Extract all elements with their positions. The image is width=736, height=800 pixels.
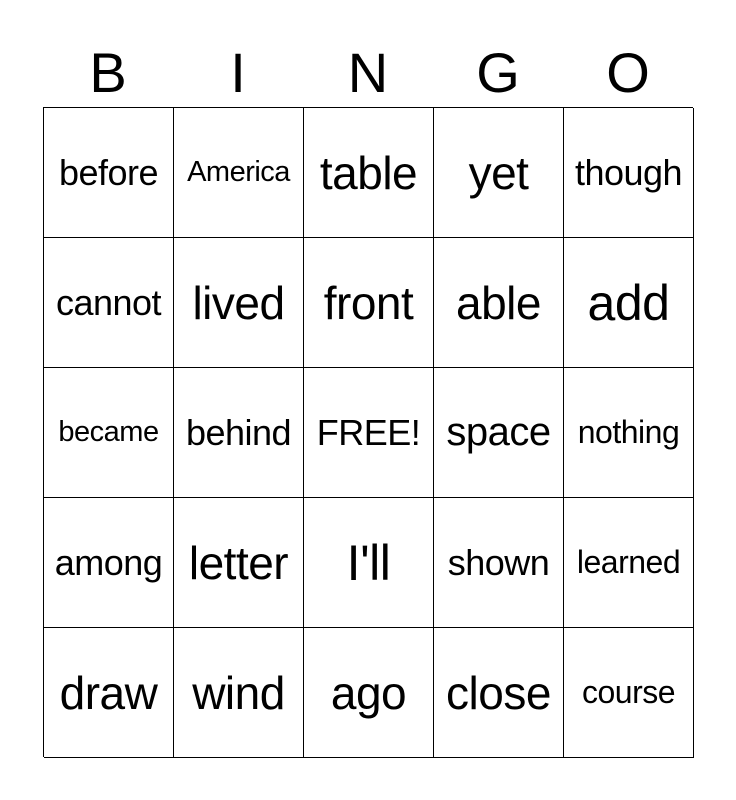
bingo-cell[interactable]: became bbox=[44, 368, 174, 498]
bingo-cell[interactable]: space bbox=[434, 368, 564, 498]
bingo-cell[interactable]: letter bbox=[174, 498, 304, 628]
bingo-cell[interactable]: behind bbox=[174, 368, 304, 498]
bingo-cell[interactable]: ago bbox=[304, 628, 434, 758]
bingo-cell[interactable]: America bbox=[174, 108, 304, 238]
bingo-cell[interactable]: wind bbox=[174, 628, 304, 758]
header-letter-n: N bbox=[347, 41, 389, 104]
bingo-cell[interactable]: course bbox=[564, 628, 694, 758]
bingo-cell[interactable]: learned bbox=[564, 498, 694, 628]
header-letter-o: O bbox=[606, 41, 650, 104]
bingo-cell[interactable]: yet bbox=[434, 108, 564, 238]
bingo-cell[interactable]: add bbox=[564, 238, 694, 368]
bingo-cell[interactable]: nothing bbox=[564, 368, 694, 498]
bingo-cell[interactable]: able bbox=[434, 238, 564, 368]
bingo-card bbox=[43, 107, 693, 757]
bingo-cell[interactable]: close bbox=[434, 628, 564, 758]
bingo-cell[interactable]: I'll bbox=[304, 498, 434, 628]
bingo-cell[interactable]: before bbox=[44, 108, 174, 238]
bingo-header bbox=[43, 40, 693, 106]
bingo-cell[interactable]: table bbox=[304, 108, 434, 238]
bingo-cell[interactable]: front bbox=[304, 238, 434, 368]
header-letter-b: B bbox=[89, 41, 127, 104]
bingo-cell[interactable]: cannot bbox=[44, 238, 174, 368]
bingo-cell[interactable]: lived bbox=[174, 238, 304, 368]
free-space-cell[interactable]: FREE! bbox=[304, 368, 434, 498]
bingo-cell[interactable]: among bbox=[44, 498, 174, 628]
bingo-cell[interactable]: draw bbox=[44, 628, 174, 758]
header-letter-i: I bbox=[230, 41, 246, 104]
header-letter-g: G bbox=[476, 41, 520, 104]
bingo-cell[interactable]: though bbox=[564, 108, 694, 238]
bingo-cell[interactable]: shown bbox=[434, 498, 564, 628]
